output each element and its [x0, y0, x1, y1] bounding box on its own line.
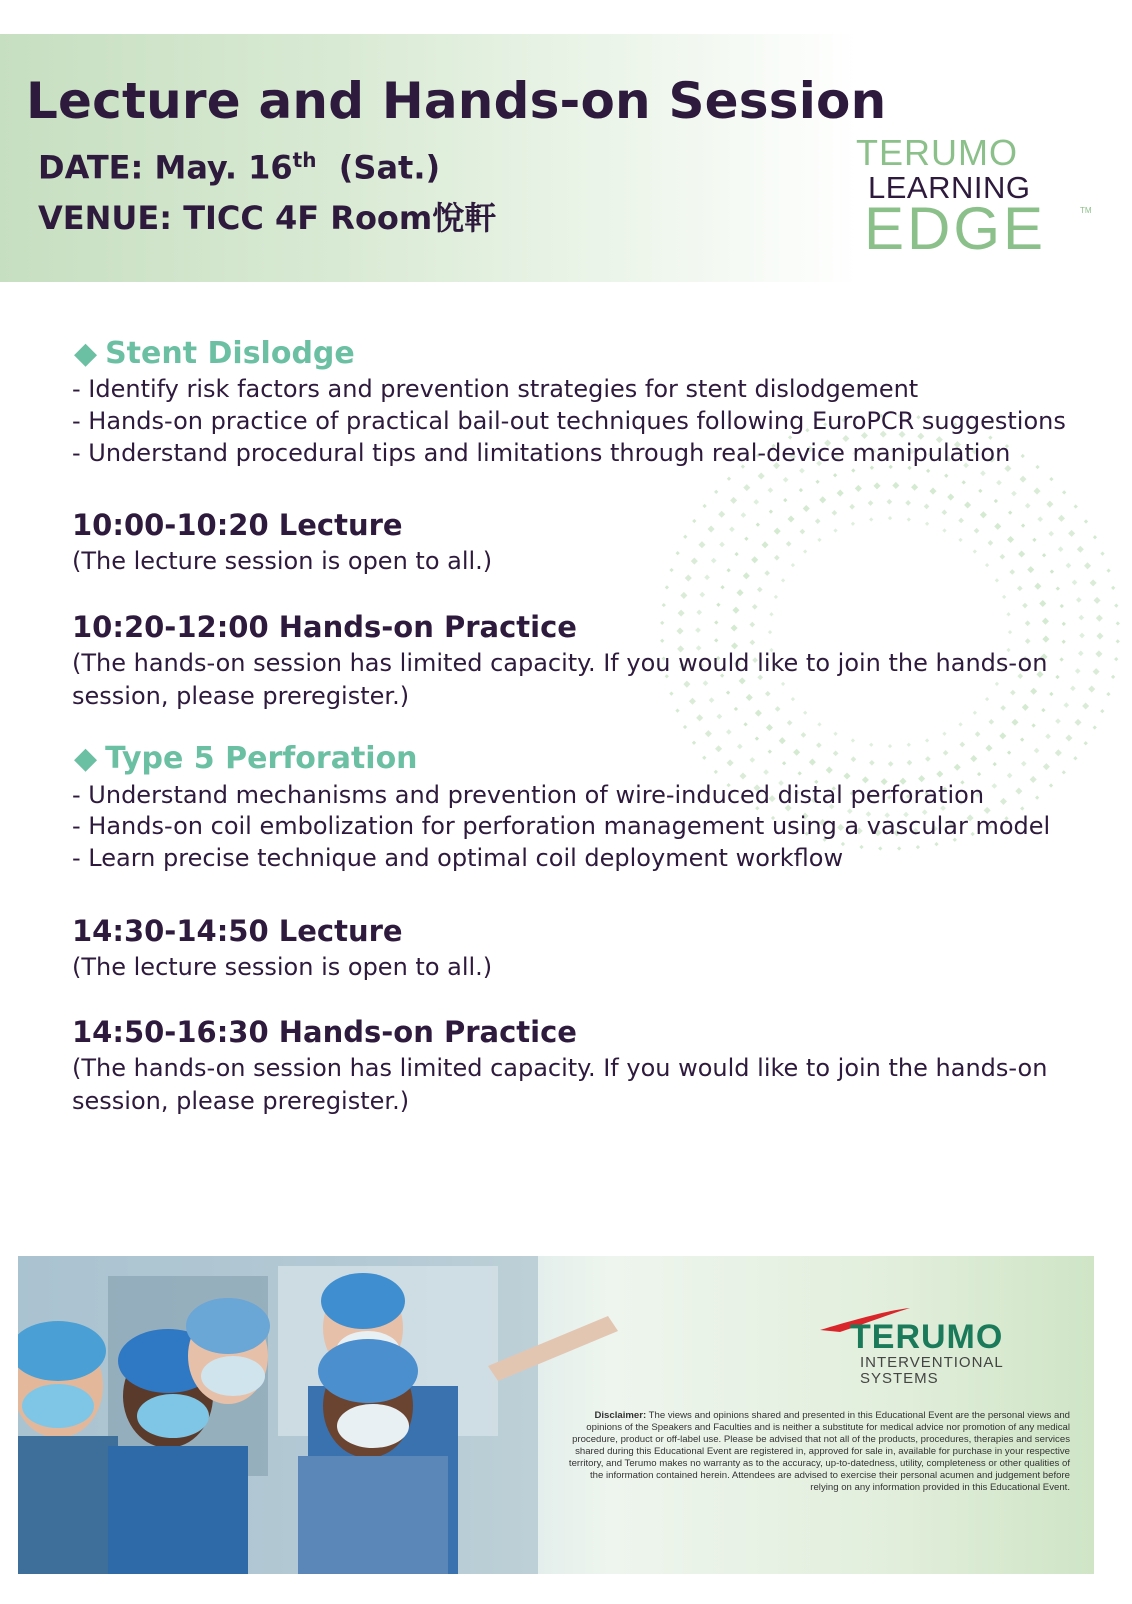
logo-line-terumo: TERUMO: [856, 132, 1018, 173]
session-note: (The hands-on session has limited capacity. If you would like to join the hands-on session, please preregister.): [72, 1054, 1048, 1115]
session-time-heading: 10:00-10:20 Lecture: [72, 508, 403, 542]
section-heading-type5-perforation: [74, 741, 418, 776]
terumo-brand-name: TERUMO: [850, 1318, 1004, 1356]
session-time-heading: 14:30-14:50 Lecture: [72, 914, 403, 948]
event-date: [38, 148, 440, 187]
session-note: (The lecture session is open to all.): [72, 953, 493, 981]
session-note: (The hands-on session has limited capacity. If you would like to join the hands-on session, please preregister.): [72, 649, 1048, 710]
section-title: Type 5 Perforation: [105, 741, 418, 776]
diamond-icon: ◆: [74, 336, 98, 371]
terumo-brand-sub: INTERVENTIONAL: [860, 1354, 1004, 1371]
disclaimer: [560, 1410, 1070, 1494]
date-text: DATE: May. 16: [38, 148, 293, 187]
event-venue: VENUE: TICC 4F Room悅軒: [38, 199, 497, 237]
section-heading-stent-dislodge: [74, 336, 355, 371]
session-time-heading: 10:20-12:00 Hands-on Practice: [72, 610, 577, 644]
disclaimer-label: Disclaimer:: [594, 1410, 647, 1421]
logo-trademark: TM: [1080, 206, 1092, 215]
date-suffix: th: [292, 148, 317, 172]
session-note: (The lecture session is open to all.): [72, 547, 493, 575]
date-day: (Sat.): [338, 148, 441, 187]
bullet-item: - Identify risk factors and prevention strategies for stent dislodgement: [72, 375, 919, 403]
page-title: Lecture and Hands-on Session: [26, 72, 887, 130]
bullet-item: - Hands-on practice of practical bail-out techniques following EuroPCR suggestions: [72, 407, 1066, 435]
terumo-brand-sub: SYSTEMS: [860, 1370, 939, 1387]
diamond-icon: ◆: [74, 741, 98, 776]
terumo-learning-edge-logo: [856, 132, 1092, 262]
logo-line-edge: EDGE: [864, 195, 1047, 262]
session-time-heading: 14:50-16:30 Hands-on Practice: [72, 1015, 577, 1049]
bullet-item: - Learn precise technique and optimal coil deployment workflow: [72, 844, 844, 872]
bullet-item: - Understand procedural tips and limitations through real-device manipulation: [72, 439, 1011, 467]
logo-line-learning: LEARNING: [868, 170, 1031, 205]
section-title: Stent Dislodge: [105, 336, 355, 371]
bullet-item: - Understand mechanisms and prevention of wire-induced distal perforation: [72, 781, 985, 809]
bullet-item: - Hands-on coil embolization for perforation management using a vascular model: [72, 812, 1051, 840]
disclaimer-text: The views and opinions shared and presented in this Educational Event are the personal views and opinions of the Speakers and Faculties and is neither a substitute for medical advice nor promotion of any medical procedure, product or off-label use. Please be advised that not all of the products, procedures, therapies and services shared during this Educational Event are registered in, approved for sale in, available for purchase in your respective territory, and Terumo makes no warranty as to the accuracy, up-to-datedness, utility, completeness or other qualities of the information contained herein. Attendees are advised to exercise their personal acumen and judgement before relying on any information provided in this Educational Event.: [568, 1410, 1070, 1493]
